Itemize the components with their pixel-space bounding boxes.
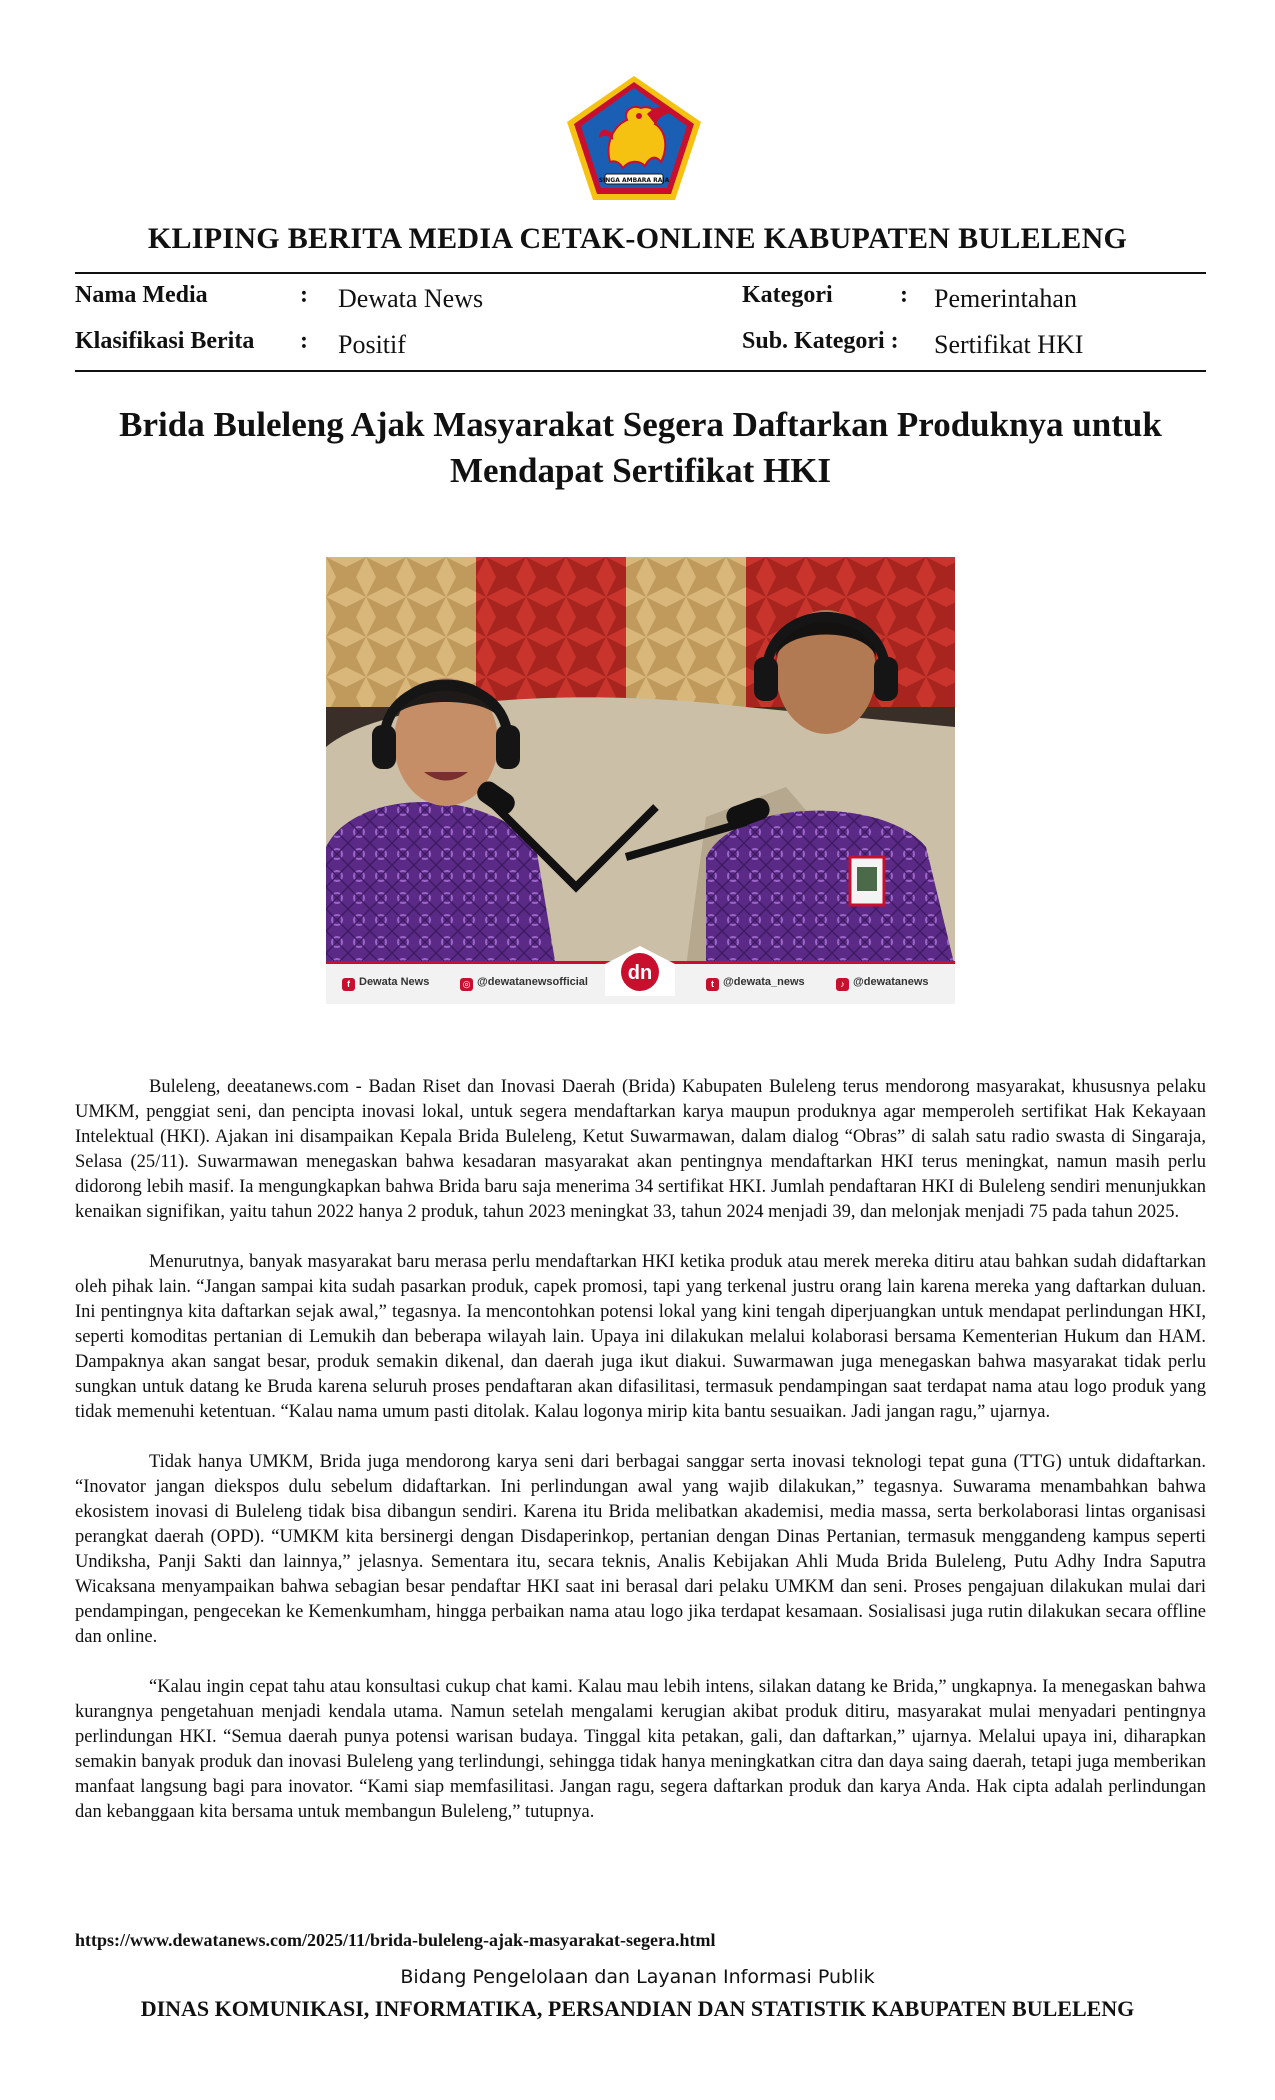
header-rule-top xyxy=(75,272,1206,274)
twitter-icon: t xyxy=(706,978,719,991)
social-media-bar xyxy=(326,961,955,1004)
article-paragraph: Menurutnya, banyak masyarakat baru merasa perlu mendaftarkan HKI ketika produk atau merek mereka ditiru atau bahkan sudah didaftarkan oleh pihak lain. “Jangan sampai kita sudah pasarkan produk, capek promosi, tapi yang terkenal justru orang lain karena mereka yang daftarkan duluan. Ini pentingnya kita daftarkan sejak awal,” tegasnya. Ia mencontohkan potensi lokal yang kini tengah diperjuangkan untuk mendapat perlindungan HKI, seperti komoditas pertanian di Lemukih dan beberapa wilayah lain. Upaya ini dilakukan melalui kolaborasi bersama Kementerian Hukum dan HAM. Dampaknya akan sangat besar, produk semakin dikenal, dan daerah juga ikut diakui. Suwarmawan juga menegaskan bahwa masyarakat tidak perlu sungkan untuk datang ke Bruda karena seluruh proses pendaftaran akan difasilitasi, termasuk pendampingan saat terdapat nama atau logo produk yang tidak memenuhi ketentuan. “Kalau nama umum pasti ditolak. Kalau logonya mirip kita bantu sesuaikan. Jadi jangan ragu,” ujarnya. xyxy=(75,1252,1206,1422)
instagram-icon: ◎ xyxy=(460,978,473,991)
meta-kategori xyxy=(742,282,1202,316)
social-twitter xyxy=(706,976,805,991)
meta-nama-media xyxy=(75,282,635,316)
kabupaten-buleleng-emblem xyxy=(565,74,703,202)
meta-label: Sub. Kategori : xyxy=(742,328,899,354)
meta-colon: : xyxy=(900,282,908,308)
article-photo xyxy=(326,557,955,1004)
article-title: Brida Buleleng Ajak Masyarakat Segera Daftarkan Produknya untuk Mendapat Sertifikat HKI xyxy=(119,405,1162,490)
emblem-motto: SINGA AMBARA RAJA xyxy=(598,177,670,184)
social-facebook-handle: Dewata News xyxy=(359,976,430,988)
meta-value: Pemerintahan xyxy=(934,284,1077,313)
article-paragraph: “Kalau ingin cepat tahu atau konsultasi cukup chat kami. Kalau mau lebih intens, silakan datang ke Brida,” ungkapnya. Ia menegaskan bahwa kurangnya pengetahuan menjadi kendala utama. Namun setelah mengalami kerugian akibat produk ditiru, masyarakat mulai menyadari pentingnya perlindungan HKI. “Semua daerah punya potensi warisan budaya. Tinggal kita petakan, gali, dan daftarkan,” ujarnya. Melalui upaya ini, diharapkan semakin banyak produk dan inovasi Buleleng yang terlindungi, sehingga tidak hanya meningkatkan citra dan daya saing daerah, tetapi juga memberikan manfaat langsung bagi para inovator. “Kami siap memfasilitasi. Jangan ragu, segera daftarkan produk dan karya Anda. Hak cipta adalah perlindungan dan kebanggaan kita bersama untuk membangun Buleleng,” tutupnya. xyxy=(75,1677,1206,1822)
social-tiktok-handle: @dewatanews xyxy=(853,976,929,988)
facebook-icon: f xyxy=(342,978,355,991)
meta-label: Kategori xyxy=(742,282,833,308)
meta-colon: : xyxy=(300,282,308,308)
meta-value: Sertifikat HKI xyxy=(934,330,1084,359)
meta-label: Nama Media xyxy=(75,282,208,308)
social-instagram-handle: @dewatanewsofficial xyxy=(477,976,588,988)
meta-value: Positif xyxy=(338,330,406,359)
social-instagram xyxy=(460,976,588,991)
article-body xyxy=(75,1075,1206,1850)
social-tiktok xyxy=(836,976,929,991)
source-url[interactable]: https://www.dewatanews.com/2025/11/brida-buleleng-ajak-masyarakat-segera.html xyxy=(75,1930,716,1950)
header-rule-bottom xyxy=(75,370,1206,372)
social-twitter-handle: @dewata_news xyxy=(723,976,805,988)
dewata-news-badge xyxy=(605,946,675,996)
tiktok-icon: ♪ xyxy=(836,978,849,991)
footer-agency: DINAS KOMUNIKASI, INFORMATIKA, PERSANDIAN DAN STATISTIK KABUPATEN BULELENG xyxy=(140,1996,1135,2021)
article-paragraph: Buleleng, deeatanews.com - Badan Riset dan Inovasi Daerah (Brida) Kabupaten Buleleng terus mendorong masyarakat, khususnya pelaku UMKM, penggiat seni, dan pencipta inovasi lokal, untuk segera mendaftarkan karya maupun produknya agar memperoleh sertifikat Hak Kekayaan Intelektual (HKI). Ajakan ini disampaikan Kepala Brida Buleleng, Ketut Suwarmawan, dalam dialog “Obras” di salah satu radio swasta di Singaraja, Selasa (25/11). Suwarmawan menegaskan bahwa kesadaran masyarakat akan pentingnya mendaftarkan HKI terus meningkat, namun masih perlu didorong lebih masif. Ia mengungkapkan bahwa Brida baru saja menerima 34 sertifikat HKI. Jumlah pendaftaran HKI di Buleleng sendiri menunjukkan kenaikan signifikan, yaitu tahun 2022 hanya 2 produk, tahun 2023 meningkat 33, tahun 2024 menjadi 39, dan melonjak menjadi 75 pada tahun 2025. xyxy=(75,1077,1206,1222)
meta-label: Klasifikasi Berita xyxy=(75,328,255,354)
meta-sub-kategori xyxy=(742,328,1202,362)
radio-studio-illustration xyxy=(326,557,955,1004)
meta-colon: : xyxy=(300,328,308,354)
badge-letters: dn xyxy=(627,962,653,984)
clipping-header-title: KLIPING BERITA MEDIA CETAK-ONLINE KABUPATEN BULELENG xyxy=(147,222,1128,255)
social-facebook xyxy=(342,976,429,991)
meta-value: Dewata News xyxy=(338,284,484,313)
meta-klasifikasi xyxy=(75,328,635,362)
footer-division: Bidang Pengelolaan dan Layanan Informasi Publik xyxy=(400,1966,875,1988)
article-paragraph: Tidak hanya UMKM, Brida juga mendorong karya seni dari berbagai sanggar serta inovasi teknologi tepat guna (TTG) untuk didaftarkan. “Inovator jangan diekspos dulu sebelum didaftarkan. Ini perlindungan awal yang wajib dilakukan,” tegasnya. Suwarama menambahkan bahwa ekosistem inovasi di Buleleng tidak bisa dibangun sendiri. Karena itu Brida melibatkan akademisi, media massa, serta berkolaborasi lintas organisasi perangkat daerah (OPD). “UMKM kita bersinergi dengan Disdaperinkop, pertanian dengan Dinas Pertanian, termasuk menggandeng kampus seperti Undiksha, Panji Sakti dan lainnya,” jelasnya. Sementara itu, secara teknis, Analis Kebijakan Ahli Muda Brida Buleleng, Putu Adhy Indra Saputra Wicaksana menyampaikan bahwa sebagian besar pendaftar HKI saat ini berasal dari pelaku UMKM dan seni. Proses pengajuan dilakukan mulai dari pendampingan, pengecekan ke Kemenkumham, hingga perbaikan nama atau logo jika terdapat kesamaan. Sosialisasi juga rutin dilakukan secara offline dan online. xyxy=(75,1452,1206,1647)
